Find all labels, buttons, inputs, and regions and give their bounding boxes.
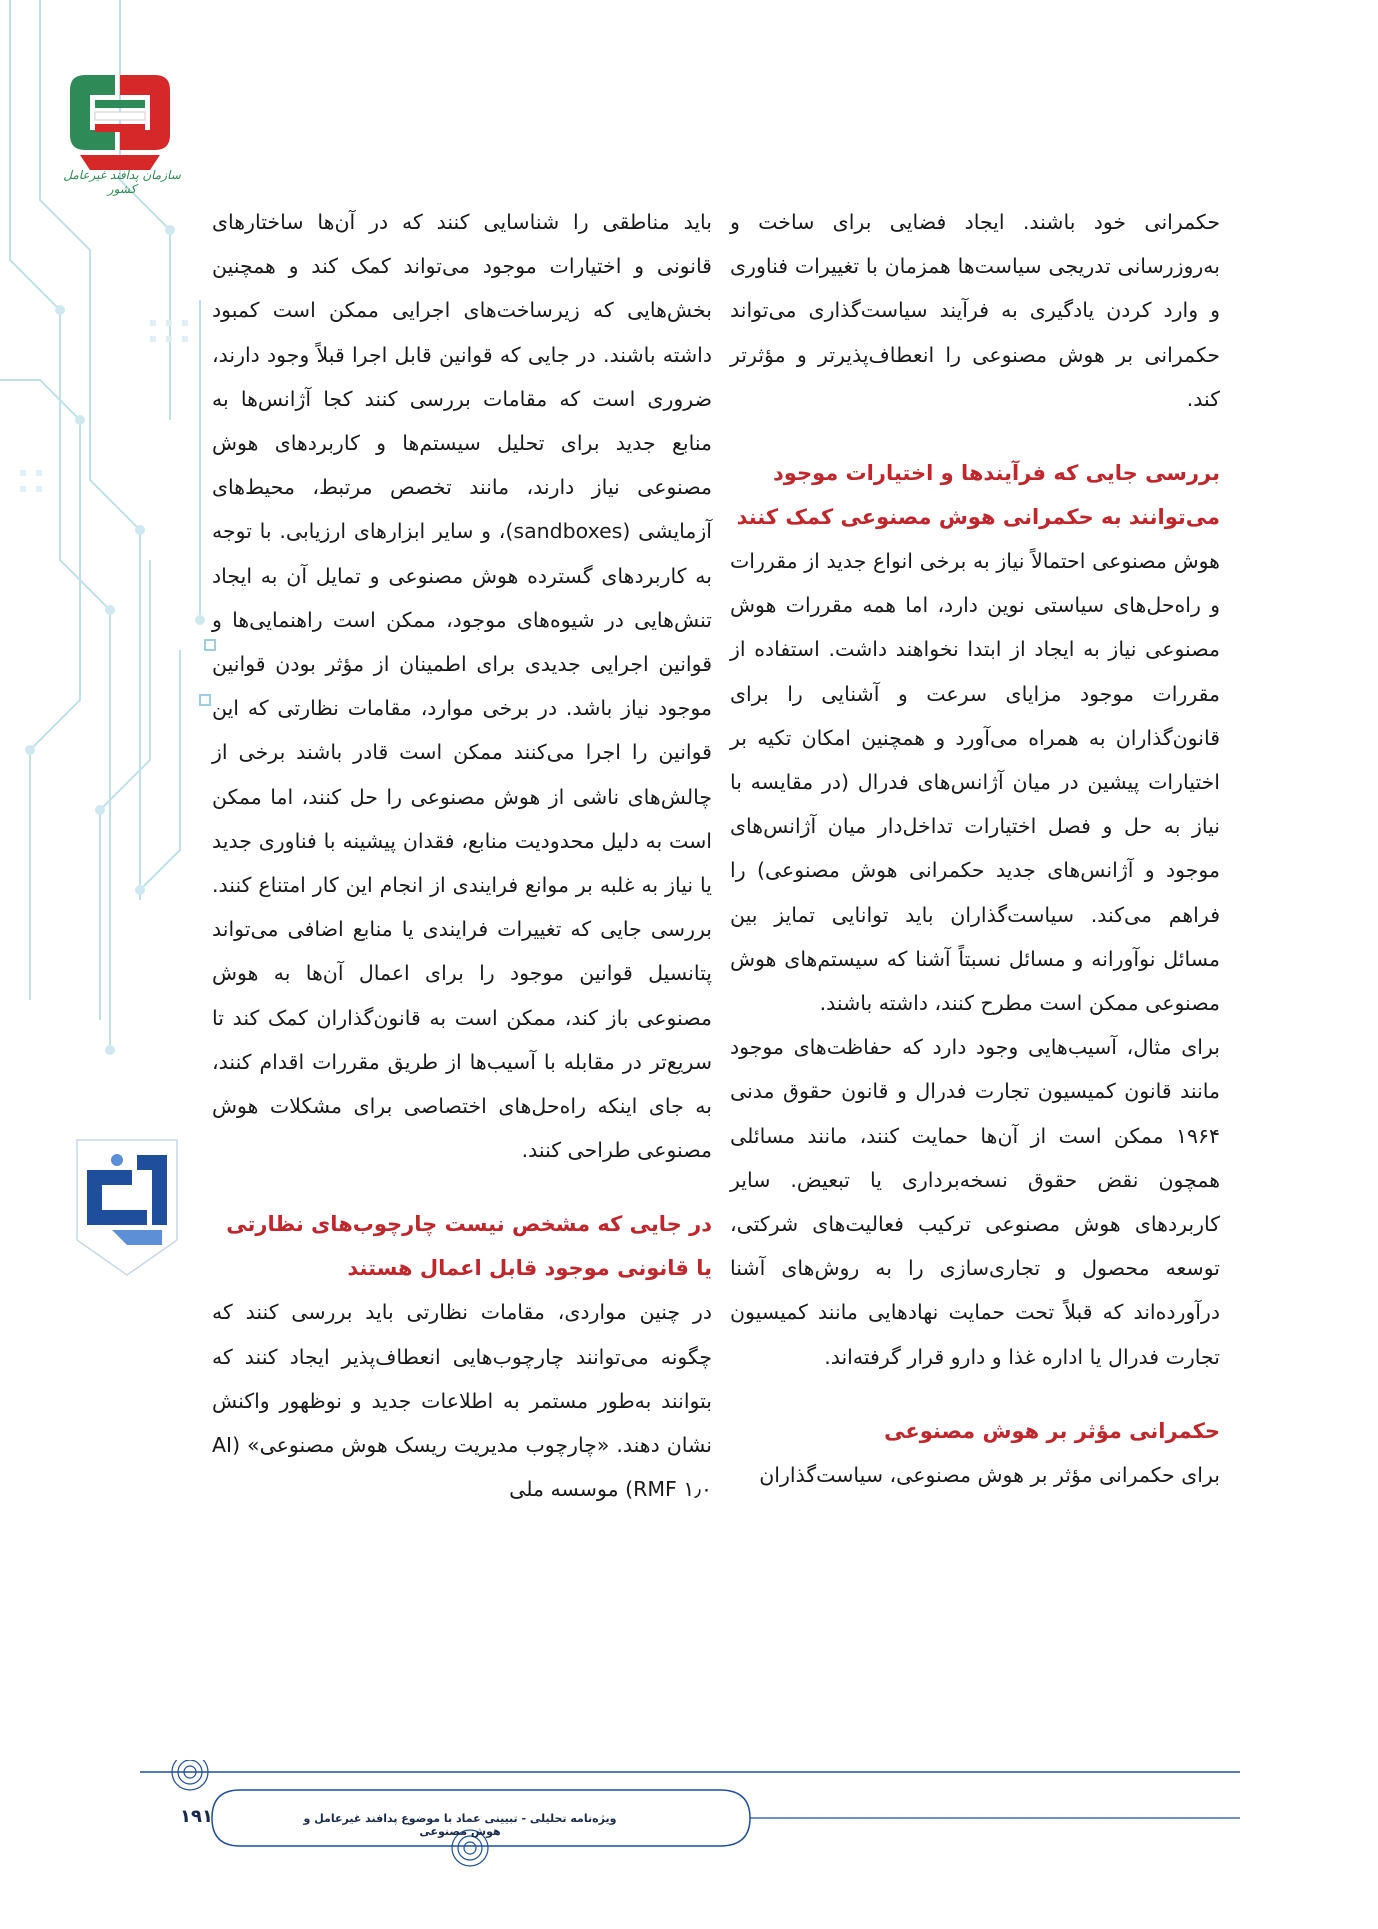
- paragraph: هوش مصنوعی احتمالاً نیاز به برخی انواع جدید از مقررات و راه‌حل‌های سیاستی نوین دارد، اما همه مقررات هوش مصنوعی نیاز به ایجاد از ابتدا نخواهند داشت. استفاده از مقررات موجود مزایای سرعت و آشنایی را برای قانون‌گذاران به همراه می‌آورد و همچنین امکان تکیه بر اختیارات پیشین در میان آژانس‌های فدرال (در مقایسه با نیاز به حل و فصل اختیارات تداخل‌دار میان آژانس‌های موجود و آژانس‌های جدید حکمرانی هوش مصنوعی) را فراهم می‌کند. سیاست‌گذاران باید توانایی تمایز بین مسائل نوآورانه و مسائل نسبتاً آشنا که سیستم‌های هوش مصنوعی ممکن است مطرح کنند، داشته باشند.: [730, 549, 1220, 1016]
- paragraph: برای حکمرانی مؤثر بر هوش مصنوعی، سیاست‌گذاران: [759, 1462, 1220, 1487]
- section-heading: در جایی که مشخص نیست چارچوب‌های نظارتی یا قانونی موجود قابل اعمال هستند: [226, 1212, 712, 1281]
- section-heading: حکمرانی مؤثر بر هوش مصنوعی: [884, 1418, 1220, 1443]
- footer-caption: ویژه‌نامه تحلیلی - تبیینی عماد با موضوع پدافند غیرعامل و هوش مصنوعی: [303, 1812, 617, 1838]
- logo-caption: سازمان پدافند غیرعامل کشور: [63, 168, 181, 196]
- paragraph: برای مثال، آسیب‌هایی وجود دارد که حفاظت‌های موجود مانند قانون کمیسیون تجارت فدرال و قانون حقوق مدنی ۱۹۶۴ ممکن است از آن‌ها حمایت کنند، مانند مسائلی همچون نقض حقوق نسخه‌برداری یا تبعیض. سایر کاربردهای هوش مصنوعی ترکیب فعالیت‌های شرکتی، توسعه محصول و تجاری‌سازی را به روش‌های آشنا درآورده‌اند که قبلاً تحت حمایت نهادهایی مانند کمیسیون تجارت فدرال یا اداره غذا و دارو قرار گرفته‌اند.: [730, 1035, 1220, 1369]
- section-heading: بررسی جایی که فرآیندها و اختیارات موجود می‌توانند به حکمرانی هوش مصنوعی کمک کنند: [736, 461, 1220, 530]
- paragraph: باید مناطقی را شناسایی کنند که در آن‌ها ساختارهای قانونی و اختیارات موجود می‌تواند کمک کند و همچنین بخش‌هایی که زیرساخت‌های اجرایی ممکن است کمبود داشته باشند. در جایی که قوانین قابل اجرا قبلاً وجود دارند، ضروری است که مقامات بررسی کنند کجا آژانس‌ها به منابع جدید برای تحلیل سیستم‌ها و کاربردهای هوش مصنوعی نیاز دارند، مانند تخصص مرتبط، محیط‌های آزمایشی (sandboxes)، و سایر ابزارهای ارزیابی. با توجه به کاربردهای گسترده هوش مصنوعی و تمایل آن به ایجاد تنش‌هایی در شیوه‌های موجود، ممکن است راهنمایی‌ها و قوانین اجرایی جدیدی برای اطمینان از مؤثر بودن قوانین موجود نیاز باشد. در برخی موارد، مقامات نظارتی که این قوانین را اجرا می‌کنند ممکن است قادر باشند برخی از چالش‌های ناشی از هوش مصنوعی را حل کنند، اما ممکن است به دلیل محدودیت منابع، فقدان پیشینه با فناوری جدید یا نیاز به غلبه بر موانع فرایندی از انجام این کار امتناع کنند. بررسی جایی که تغییرات فرایندی یا منابع اضافی می‌تواند پتانسیل قوانین موجود را برای اعمال آن‌ها به هوش مصنوعی باز کند، ممکن است به قانون‌گذاران کمک کند تا سریع‌تر در مقابله با آسیب‌ها از طریق مقررات اقدام کنند، به جای اینکه راه‌حل‌های اختصاصی برای مشکلات هوش مصنوعی طراحی کنند.: [212, 210, 712, 1163]
- left-text-column: [212, 200, 712, 1511]
- paragraph: حکمرانی خود باشند. ایجاد فضایی برای ساخت و به‌روزرسانی تدریجی سیاست‌ها همزمان با تغییرات فناوری و وارد کردن یادگیری به فرآیند سیاست‌گذاری می‌تواند حکمرانی بر هوش مصنوعی را انعطاف‌پذیرتر و مؤثرتر کند.: [730, 210, 1220, 411]
- page-number: ۱۹۱: [180, 1806, 213, 1827]
- emad-emblem: [62, 1130, 192, 1280]
- circuit-decoration: [0, 0, 230, 1929]
- right-text-column: [730, 200, 1220, 1497]
- paragraph: در چنین مواردی، مقامات نظارتی باید بررسی کنند که چگونه می‌توانند چارچوب‌هایی انعطاف‌پذیر ایجاد کنند که بتوانند به‌طور مستمر به اطلاعات جدید و نوظهور واکنش نشان دهند. «چارچوب مدیریت ریسک هوش مصنوعی» (AI RMF ۱٫۰) موسسه ملی: [212, 1300, 712, 1502]
